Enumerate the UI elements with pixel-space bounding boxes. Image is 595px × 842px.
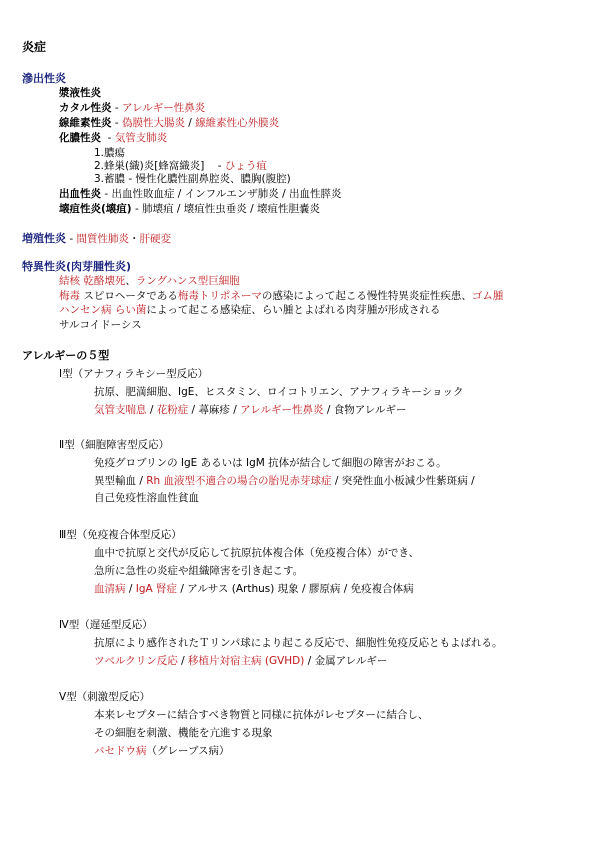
- type5-examples: [94, 744, 230, 758]
- leprosy-term: ハンセン病: [59, 304, 112, 316]
- hemorrhagic-term: 出血性炎: [59, 188, 101, 200]
- type2-example-4: 自己免疫性溶血性貧血: [94, 492, 199, 504]
- type5-example-2: （グレーブス病）: [146, 745, 230, 757]
- serous-term: 漿液性炎: [59, 87, 101, 99]
- type4-example-3: 金属アレルギー: [314, 655, 388, 667]
- type1-example-2: 花粉症: [156, 404, 189, 416]
- necrotizing-examples: 肺壊疽 / 壊疽性虫垂炎 / 壊疽性胆嚢炎: [142, 203, 321, 215]
- purulent-sub-2: 2.蜂巣(織)炎[蜂窩織炎] - ひょう疽: [94, 160, 267, 172]
- leprosy-pathogen: らい菌: [114, 304, 147, 316]
- type2-examples: 異型輸血 / Rh 血液型不適合の場合の胎児赤芽球症 / 突発性血小板減少性紫斑病 /: [94, 475, 475, 487]
- proliferative-heading: 増殖性炎: [22, 232, 66, 245]
- syphilis-text-1: スピロヘータである: [83, 290, 178, 302]
- proliferative-line: 増殖性炎 - 間質性肺炎・肝硬変: [22, 232, 171, 245]
- purulent-sub-1: 1.膿瘍: [94, 147, 126, 159]
- fibrinous-line: 線維素性炎 - 偽膜性大腸炎 / 線維素性心外膜炎: [59, 117, 280, 129]
- type2-example-2: Rh 血液型不適合の場合の胎児赤芽球症: [146, 475, 332, 487]
- type3-example-2: IgA 腎症: [135, 583, 178, 595]
- type1-examples: 気管支喘息 / 花粉症 / 蕁麻疹 / アレルギー性鼻炎 / 食物アレルギー: [94, 404, 407, 416]
- type1-example-1: 気管支喘息: [94, 404, 147, 416]
- type5-heading: Ⅴ型（刺激型反応）: [59, 691, 151, 703]
- type4-heading: Ⅳ型（遅延型反応）: [59, 619, 153, 631]
- type1-example-3: 蕁麻疹: [198, 404, 230, 416]
- type3-description-1: 血中で抗原と交代が反応して抗原抗体複合体（免疫複合体）ができ、: [94, 547, 420, 559]
- proliferative-example-1: 間質性肺炎: [76, 233, 129, 245]
- type5-description-2: その細胞を刺激、機能を亢進する現象: [94, 727, 273, 739]
- page-title: 炎症: [22, 40, 47, 54]
- leprosy-line: [59, 303, 440, 317]
- purulent-term: 化膿性炎: [59, 132, 101, 144]
- tb-example-1: 乾酪壊死: [83, 275, 126, 287]
- hemorrhagic-line: 出血性炎 - 出血性敗血症 / インフルエンザ肺炎 / 出血性膵炎: [59, 188, 342, 200]
- type4-description: 抗原により感作されたＴリンパ球により起こる反応で、細胞性免疫反応ともよばれる。: [94, 637, 503, 649]
- purulent-sub-2-text: 2.蜂巣(織)炎[蜂窩織炎]: [94, 160, 205, 172]
- purulent-line: 化膿性炎 - 気管支肺炎: [59, 132, 168, 144]
- type5-description-1: 本来レセプターに結合すべき物質と同様に抗体がレセプターに結合し、: [94, 709, 429, 721]
- sarcoidosis: サルコイドーシス: [59, 319, 142, 331]
- syphilis-gumma: ゴム腫: [471, 290, 504, 302]
- type1-description: 抗原、肥満細胞、IgE、ヒスタミン、ロイコトリエン、アナフィラキーショック: [94, 386, 464, 398]
- tb-term: 結核: [59, 275, 80, 287]
- fibrinous-example-1: 偽膜性大腸炎: [121, 117, 185, 129]
- type3-example-4: 膠原病: [308, 583, 341, 595]
- type3-description-2: 急所に急性の炎症や組織障害を引き起こす。: [94, 565, 304, 577]
- necrotizing-term: 壊疽性炎(壊疽): [59, 203, 132, 215]
- syphilis-text-2: の感染によって起こる慢性特異炎症性疾患、: [261, 290, 472, 302]
- type3-heading: Ⅲ型（免疫複合体型反応）: [59, 529, 182, 541]
- type2-example-3: 突発性血小板減少性紫斑病 /: [341, 475, 475, 487]
- fibrinous-term: 線維素性炎: [59, 117, 112, 129]
- catarrhal-line: カタル性炎 - アレルギー性鼻炎: [59, 102, 206, 114]
- catarrhal-term: カタル性炎: [59, 102, 112, 114]
- hemorrhagic-examples: 出血性敗血症 / インフルエンザ肺炎 / 出血性膵炎: [111, 188, 342, 200]
- type1-example-5: 食物アレルギー: [333, 404, 407, 416]
- purulent-sub-2-example: ひょう疽: [224, 160, 267, 172]
- syphilis-term: 梅毒: [59, 290, 80, 302]
- syphilis-pathogen: 梅毒トリポネーマ: [177, 290, 262, 302]
- type5-example-1: バセドウ病: [94, 745, 147, 757]
- leprosy-text: によって起こる感染症、らい腫とよばれる肉芽腫が形成される: [146, 304, 441, 316]
- tb-line: 結核 乾酪壊死、ラングハンス型巨細胞: [59, 275, 240, 287]
- necrotizing-line: 壊疽性炎(壊疽) - 肺壊疽 / 壊疽性虫垂炎 / 壊疽性胆嚢炎: [59, 203, 321, 215]
- fibrinous-example-2: 線維素性心外膜炎: [195, 117, 280, 129]
- proliferative-example-2: 肝硬変: [139, 233, 171, 245]
- type3-examples: 血清病 / IgA 腎症 / アルサス (Arthus) 現象 / 膠原病 / 免疫複合体病: [94, 583, 414, 595]
- purulent-example: 気管支肺炎: [114, 132, 168, 144]
- tb-example-2: ラングハンス型巨細胞: [135, 275, 240, 287]
- specific-heading: 特異性炎(肉芽腫性炎): [22, 260, 132, 273]
- allergy-heading: アレルギーの５型: [22, 349, 110, 362]
- catarrhal-example: アレルギー性鼻炎: [121, 102, 206, 114]
- syphilis-line: [59, 289, 503, 303]
- purulent-sub-3: 3.蓄膿 - 慢性化膿性副鼻腔炎、膿胸(腹腔): [94, 173, 291, 185]
- type3-example-1: 血清病: [94, 583, 126, 595]
- type2-heading: Ⅱ型（細胞障害型反応）: [59, 439, 170, 451]
- type4-example-1: ツベルクリン反応: [94, 655, 178, 667]
- type1-heading: Ⅰ型（アナフィラキシー型反応）: [59, 368, 209, 380]
- type3-example-5: 免疫複合体病: [350, 583, 414, 595]
- type3-example-3: アルサス (Arthus) 現象: [187, 583, 299, 595]
- type4-examples: ツベルクリン反応 / 移植片対宿主病 (GVHD) / 金属アレルギー: [94, 655, 388, 667]
- type2-description: 免疫グロブリンの IgE あるいは IgM 抗体が結合して細胞の障害がおこる。: [94, 457, 447, 469]
- type2-example-1: 異型輸血: [94, 475, 136, 487]
- type1-example-4: アレルギー性鼻炎: [240, 404, 324, 416]
- type4-example-2: 移植片対宿主病 (GVHD): [188, 655, 305, 667]
- exudative-heading: 滲出性炎: [22, 72, 66, 85]
